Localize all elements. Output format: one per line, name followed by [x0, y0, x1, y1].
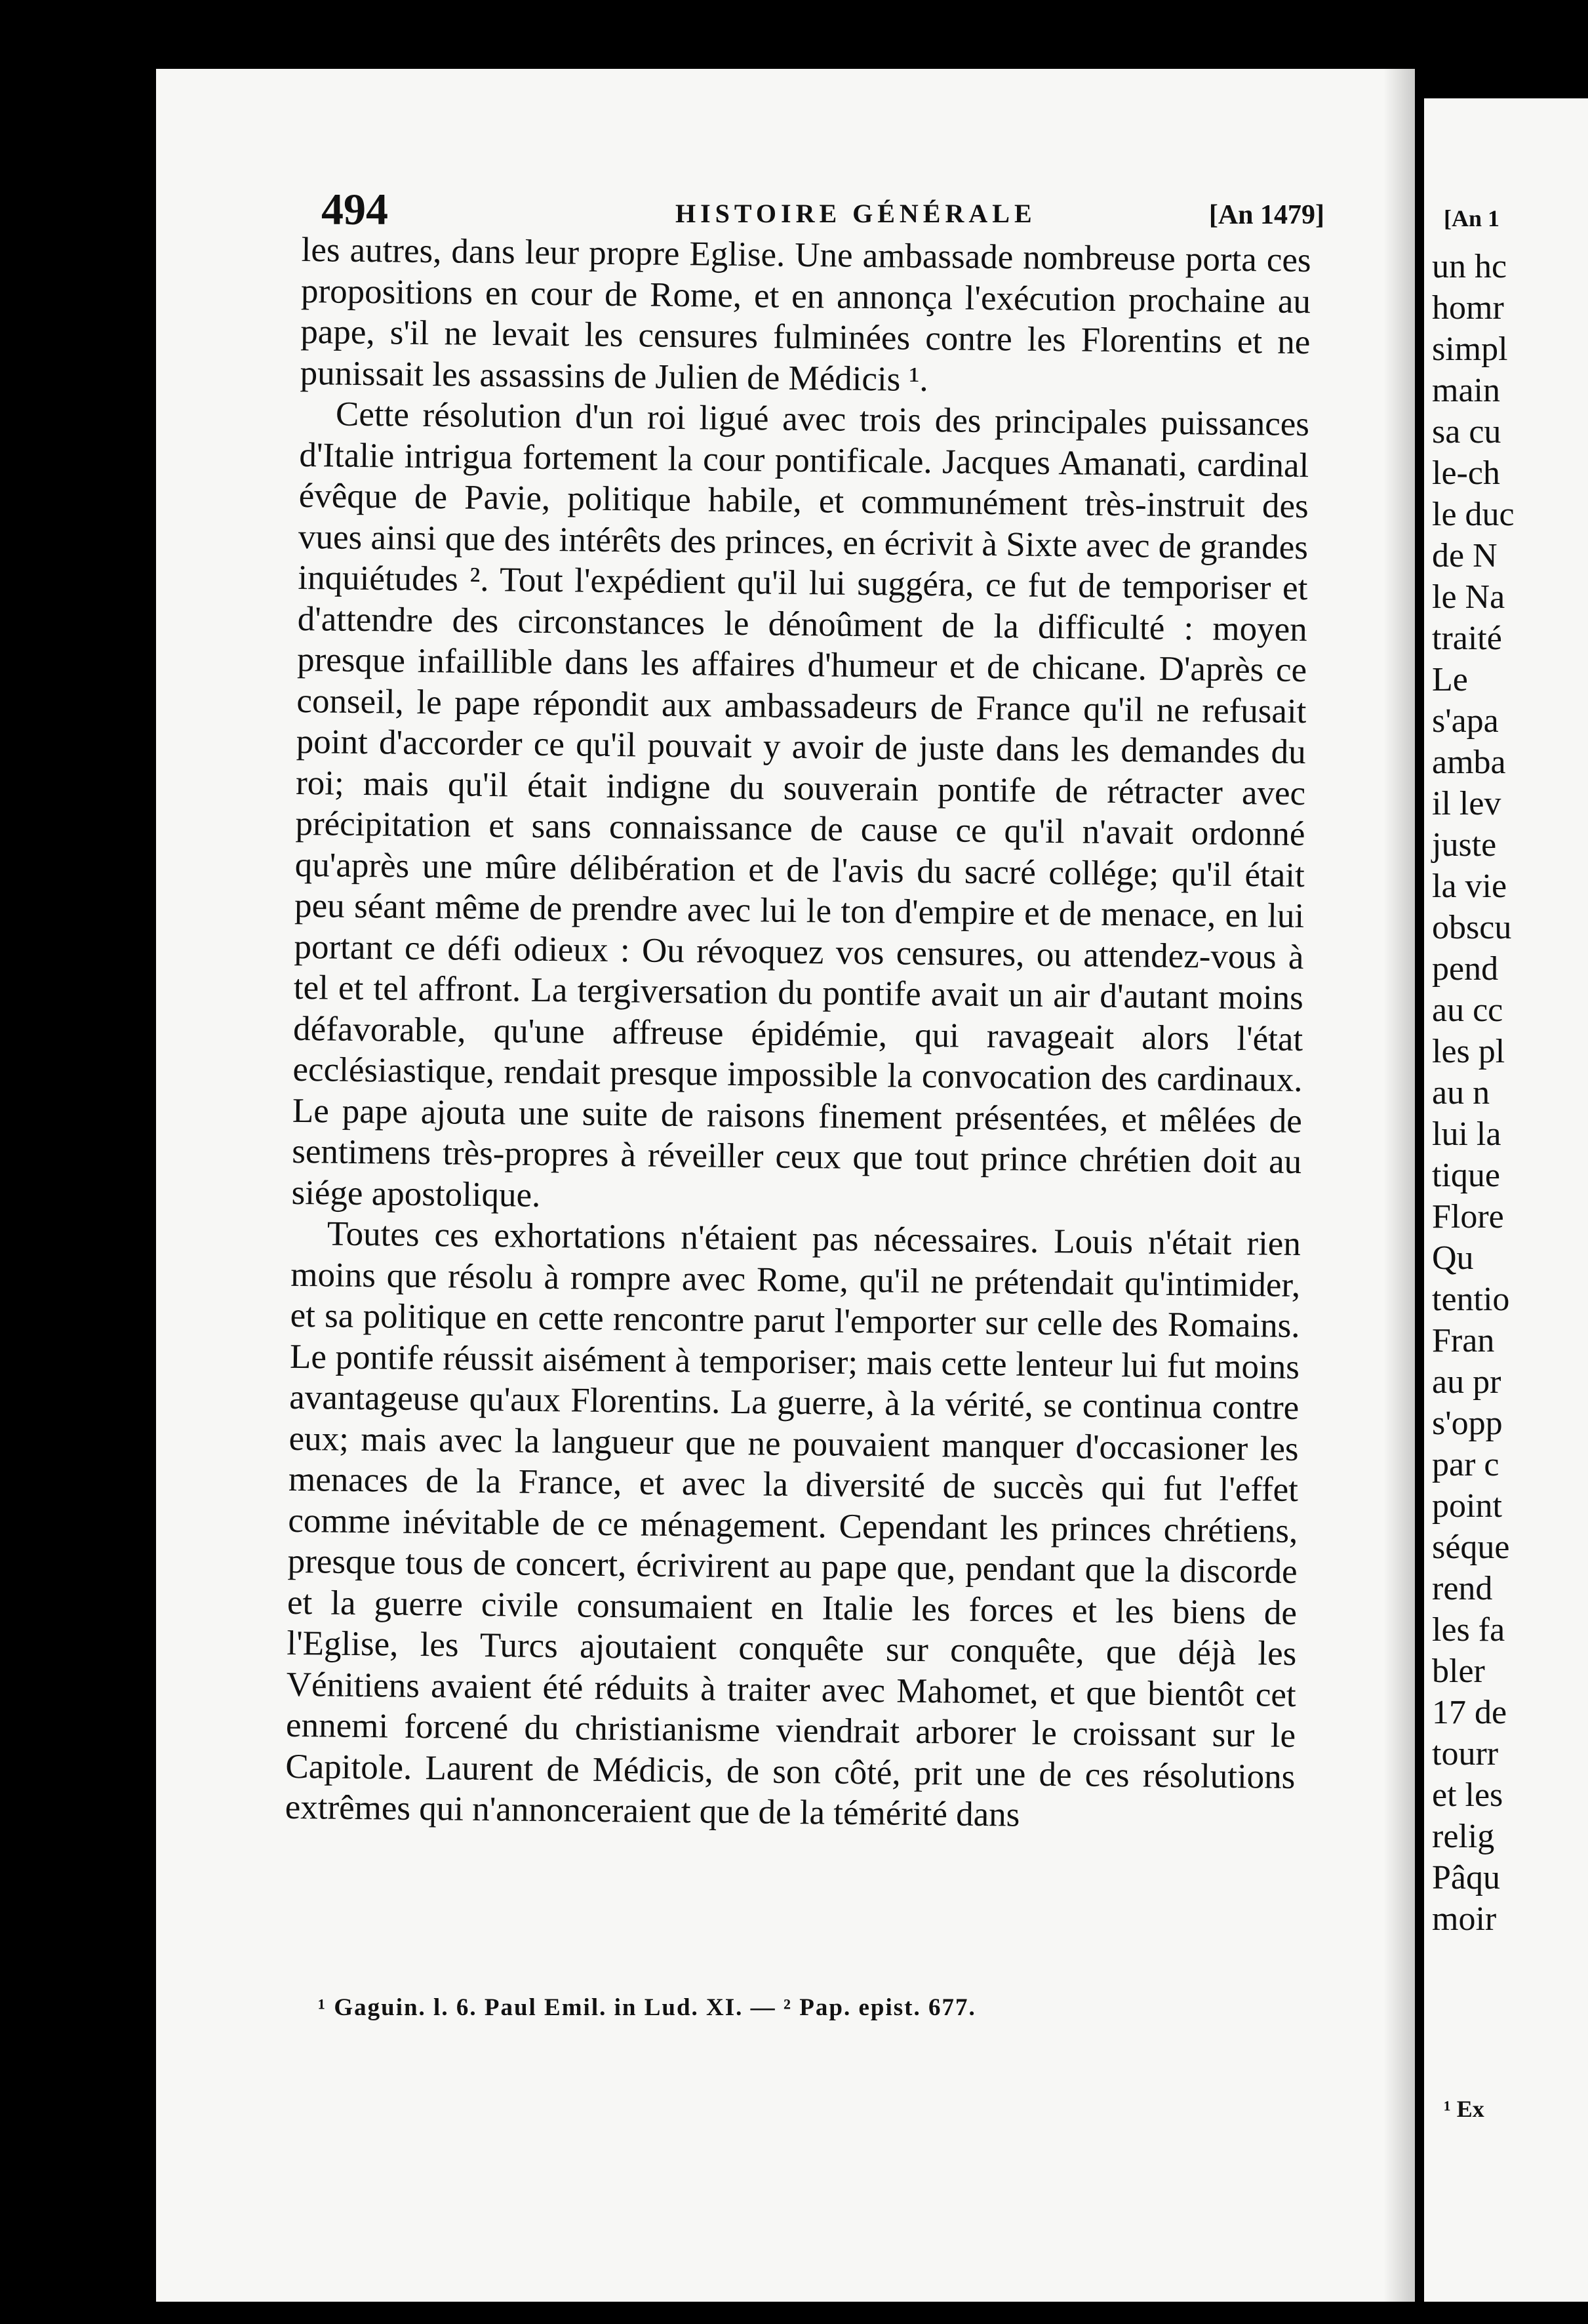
facing-page-line: lui la — [1432, 1115, 1501, 1153]
facing-page-line: le duc — [1432, 496, 1515, 533]
facing-page-line: s'apa — [1432, 702, 1499, 740]
facing-page-line: tique — [1432, 1157, 1500, 1194]
facing-page-line: les fa — [1432, 1611, 1505, 1649]
facing-page-line: moir — [1432, 1900, 1497, 1938]
facing-page-line: le-ch — [1432, 454, 1500, 492]
footnote: ¹ Gaguin. l. 6. Paul Emil. in Lud. XI. — ² Pap. epist. 677. — [318, 1994, 976, 2021]
facing-page-line: rend — [1432, 1570, 1493, 1607]
facing-page-line: relig — [1432, 1818, 1495, 1855]
facing-page-line: bler — [1432, 1653, 1485, 1690]
facing-page-line: et les — [1432, 1776, 1503, 1814]
facing-page-line: la vie — [1432, 868, 1507, 905]
page-header — [321, 184, 1324, 236]
body-text — [285, 230, 1311, 1838]
facing-page-line: juste — [1432, 826, 1497, 864]
year-bracket: [An 1479] — [1208, 200, 1324, 230]
facing-page-footnote: ¹ Ex — [1444, 2096, 1484, 2122]
running-title: HISTOIRE GÉNÉRALE — [675, 199, 1037, 228]
facing-page-line: Fran — [1432, 1322, 1495, 1359]
facing-page-line: obscu — [1432, 909, 1512, 946]
facing-page-line: séque — [1432, 1529, 1510, 1566]
facing-page-line: de N — [1432, 537, 1498, 574]
facing-page-line: Le — [1432, 661, 1468, 698]
facing-page-line: un hc — [1432, 248, 1507, 285]
facing-page — [1424, 98, 1588, 2302]
facing-page-line: au cc — [1432, 992, 1503, 1029]
facing-page-line: tourr — [1432, 1735, 1499, 1773]
facing-page-header: [An 1 — [1444, 205, 1500, 231]
facing-page-line: par c — [1432, 1446, 1499, 1483]
paragraph-1: les autres, dans leur propre Eglise. Une ambassade nombreuse porta ces propositions en cour de Rome, et en annonça l'exécution prochaine au pape, s'il ne levait les censures fulminées contre les Florentins et ne punissait les assassins de Julien de Médicis ¹. — [300, 230, 1311, 399]
page-number: 494 — [321, 184, 388, 234]
paragraph-3: Toutes ces exhortations n'étaient pas nécessaires. Louis n'était rien moins que résolu à rompre avec Rome, qu'il ne prétendait qu'intimider, et sa politique en cette rencontre parut l'emporter sur celle des Romains. Le pontife réussit aisément à temporiser; mais cette lenteur lui fut moins avantageuse qu'aux Florentins. La guerre, à la vérité, se continua contre eux; mais avec la langueur que ne pouvaient manquer d'occasioner les menaces de la France, et avec la diversité de succès qui fut l'effet comme inévitable de ce ménagement. Cependant les princes chrétiens, presque tous de concert, écrivirent au pape que, pendant que la discorde et la guerre civile consumaient en Italie les forces et les biens de l'Eglise, les Turcs ajoutaient conquête sur conquête, que déjà les Vénitiens avaient été réduits à traiter avec Mahomet, et que bientôt cet ennemi forcené du christianisme viendrait arborer le croissant sur le Capitole. Laurent de Médicis, de son côté, prit une de ces résolutions extrêmes qui n'annonceraient que de la témérité dans — [285, 1214, 1301, 1834]
page-gutter — [1383, 69, 1415, 2302]
facing-page-line: amba — [1432, 744, 1506, 781]
facing-page-line: 17 de — [1432, 1694, 1507, 1731]
facing-page-line: tentio — [1432, 1281, 1510, 1318]
facing-page-line: sa cu — [1432, 413, 1501, 451]
facing-page-line: le Na — [1432, 578, 1505, 616]
facing-page-text — [1432, 246, 1588, 1940]
facing-page-line: Pâqu — [1432, 1859, 1500, 1896]
facing-page-line: au pr — [1432, 1363, 1501, 1401]
facing-page-line: simpl — [1432, 331, 1508, 368]
facing-page-line: Qu — [1432, 1239, 1474, 1277]
paragraph-2: Cette résolution d'un roi ligué avec trois des principales puissances d'Italie intrigua fortement la cour pontificale. Jacques Amanati, cardinal évêque de Pavie, politique habile, et communément très-instruit des vues ainsi que des intérêts des princes, en écrivit à Sixte avec de grandes inquiétudes ². Tout l'expédient qu'il lui suggéra, ce fut de temporiser et d'attendre des circonstances le dénoûment de la difficulté : moyen presque infaillible dans les affaires d'humeur et de chicane. D'après ce conseil, le pape répondit aux ambassadeurs de France qu'il ne refusait point d'accorder ce qu'il pouvait y avoir de juste dans les demandes du roi; mais qu'il était indigne du souverain pontife de rétracter avec précipitation et sans connaissance de cause ce qu'il n'avait ordonné qu'après une mûre délibération et de l'avis du sacré collége; qu'il était peu séant même de prendre avec lui le ton d'empire et de menace, en lui portant ce défi odieux : Ou révoquez vos censures, ou attendez-vous à tel et tel affront. La tergiversation du pontife avait un air d'autant moins défavorable, qu'une affreuse épidémie, qui ravageait alors l'état ecclésiastique, rendait presque impossible la convocation des cardinaux. Le pape ajouta une suite de raisons finement présentées, et mêlées de sentimens très-propres à réveiller ceux que tout prince chrétien doit au siége apostolique. — [291, 395, 1310, 1214]
facing-page-line: traité — [1432, 620, 1502, 657]
facing-page-line: les pl — [1432, 1033, 1505, 1070]
facing-page-line: Flore — [1432, 1198, 1504, 1235]
facing-page-line: pend — [1432, 950, 1499, 988]
facing-page-line: point — [1432, 1487, 1502, 1525]
facing-page-line: au n — [1432, 1074, 1490, 1112]
facing-page-line: main — [1432, 372, 1500, 409]
facing-page-line: il lev — [1432, 785, 1501, 822]
facing-page-line: s'opp — [1432, 1405, 1503, 1442]
facing-page-line: homr — [1432, 289, 1504, 327]
